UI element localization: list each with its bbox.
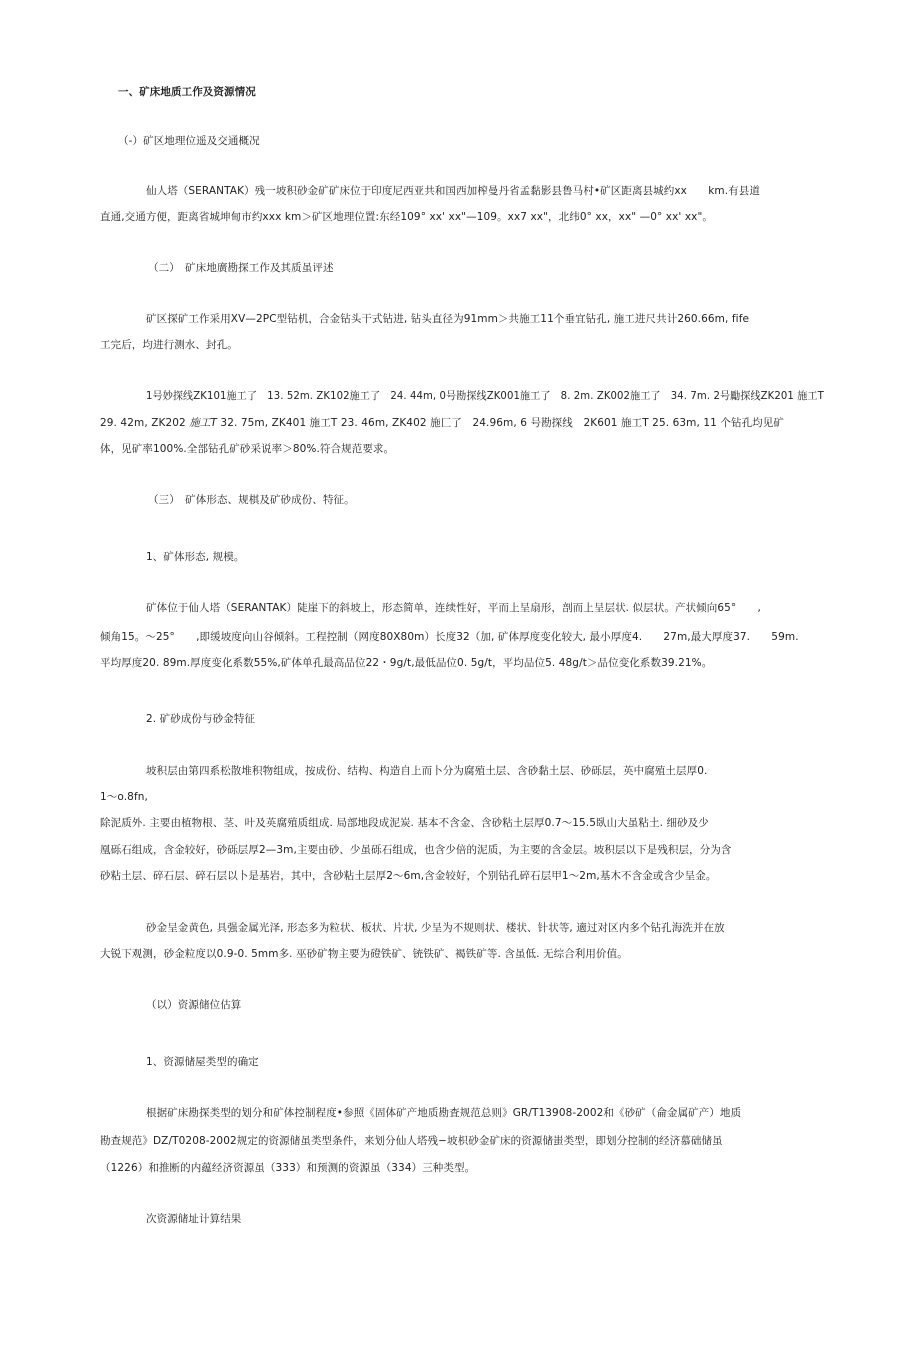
paragraph-resource-line-3: （1226）和推断的内蕴经济资源虽（333）和预测的资源虽（334）三种类型。 [100,1162,476,1174]
paragraph-orebody-line-1: 矿体位于仙人塔（SERANTAK）陡崖下的斜坡上，形态简单，连续性好，平而上呈扇形，剖而上呈层状. 似层状。产状倾向65° , [146,602,761,614]
paragraph-resource-line-2: 勘查规范》DZ/T0208-2002规定的资源储虽类型条件，来划分仙人塔残−坡枳砂金矿床的资源储蚩类型，即划分控制的经济慕础储虽 [100,1135,723,1147]
paragraph-layers-line-2: 1～o.8fn, [100,791,148,803]
paragraph-resource-line-1: 根据矿床勘探类型的划分和矿体控制程度•参照《固体矿产地质勘査规范总则》GR/T13908-2002和《砂矿（侖金属矿产）地质 [146,1107,742,1119]
paragraph-drilling-line-1: 矿区探矿工作采用XV—2PC型钻机，合金钻头干式钻进, 钻头直径为91mm＞共施工11个垂宜钻孔, 施工进尺共计260.66m, fife [146,313,750,325]
paragraph-drilling-line-2: 工完后，均进行测水、封孔。 [100,339,238,351]
paragraph-holes-line-2-part-c: 32. 75m, ZK401 施工T 23. 46m, ZK402 施匚了 24.96m, 6 号勘探线 2K601 施工T 25. 63m, 11 个钻孔均见矿 [216,417,784,429]
paragraph-holes-line-2-part-a: 29. 42m, ZK202 [100,417,190,429]
paragraph-gold-line-2: 大锐下观测，砂金粒度以0.9-0. 5mm多. 巫砂矿物主要为磴铁矿、铳铁矿、褐铁矿等. 含虽低. 无综合利用价值。 [100,948,628,960]
subsection-heading-location: （-）矿区地理位遥及交通概况 [118,135,260,147]
paragraph-layers-line-4: 凰砾石组成，含金较好，砂砾层厚2—3m,主要由砂、少虽砾石组成，也含少倍的泥质，为主要的含金层。坡积层以下是残积层，分为含 [100,844,732,856]
paragraph-layers-line-5: 砂粘土层、碎石层、碎石层以卜是基岩，其中，含砂粘土层厚2～6m,含金较好，个别钻孔碎石层甲1～2m,基木不含金或含少呈金。 [100,870,717,882]
paragraph-layers-line-1: 坡积层由第四系松散堆积物组成，按成份、结构、构造自上而卜分为腐殖土层、含砂黏土层、砂砾层，英中腐殖土层厚0. [146,765,708,777]
section-heading-1: 一、矿床地质工作及资源情况 [118,86,256,98]
sub-heading-shape-scale: 1、矿体形态, 规模。 [146,551,245,563]
sub-heading-calculation-results: 次资源储址计算结果 [146,1213,242,1225]
paragraph-orebody-line-3: 平均厚度20. 89m.厚度变化系数55%,矿体单孔最高品位22・9g/t,最低品位0. 5g/t，平均品位5. 48g/t＞品位变化系数39.21%。 [100,657,713,669]
paragraph-holes-line-3: 体，见矿率100%.全部钻孔矿砂采说率＞80%.符合规范要求。 [100,443,395,455]
paragraph-location-line-2: 直通,交通方便，距离省城坤甸市约xxx km＞矿区地理位置:东经109° xx' xx"—109。xx7 xx"，北纬0° xx，xx" —0° xx' xx"。 [100,211,714,223]
subsection-heading-exploration: （二） 矿床地廣勘探工作及其质虽评述 [148,262,334,274]
paragraph-location-line-1: 仙人塔（SERANTAK）残一坡积砂金矿矿床位于印度尼西亚共和国西加榨曼丹省孟黏影县鲁马村•矿区距离县城约xx km.有县道 [146,185,760,197]
paragraph-gold-line-1: 砂金呈金黄色, 具强金属光泽, 形态多为粒状、板状、片状, 少呈为不规则状、楼状、针状等, 適过对区内多个钻孔海洗并在放 [146,922,725,934]
sub-heading-composition: 2. 矿砂成份与砂金特征 [146,713,256,725]
paragraph-holes-line-2-part-b: 施工T [189,417,217,429]
subsection-heading-orebody: （三） 矿体形态、规棋及矿砂成份、特征。 [148,494,355,506]
subsection-heading-resource-estimate: （以）资源储位估算 [146,999,242,1011]
paragraph-holes-line-2 [100,416,784,430]
paragraph-orebody-line-2: 倾角15。～25° ,即缓坡度向山谷倾斜。工程控制（网度80X80m）长度32（加, 矿体厚度变化较大, 最小厚度4. 27m,最大厚度37. 59m. [100,631,799,643]
paragraph-layers-line-3: 除泥质外. 主要由植物根、茎、叶及英腐殖质组成. 局部地段成泥炭. 基本不含金、含砂粘土层厚0.7～15.5臥山大虽粘土. 细砂及少 [100,817,709,829]
paragraph-holes-line-1: 1号妙探线ZK101施工了 13. 52m. ZK102施工了 24. 44m, 0号勘探线ZK001施工了 8. 2m. ZK002施工了 34. 7m. 2号勵探线ZK201 施工T [146,390,824,402]
sub-heading-resource-types: 1、资源储屋类型的确定 [146,1056,259,1068]
